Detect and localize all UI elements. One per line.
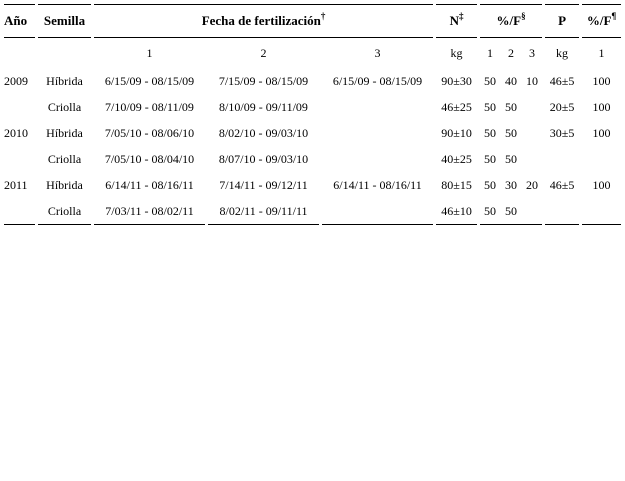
cell-p3: [522, 146, 542, 172]
cell-p2: 50: [505, 151, 518, 166]
header-p: P: [545, 4, 579, 38]
cell-f3: [322, 94, 433, 120]
footnote-mark-double-dagger: ‡: [458, 11, 464, 21]
subheader-s2: 2: [508, 45, 515, 60]
cell-f2: 8/07/10 - 09/03/10: [218, 151, 309, 166]
cell-anio: [4, 146, 35, 172]
subheader-p-unit: kg: [556, 45, 569, 60]
cell-semilla: Criolla: [38, 198, 91, 225]
cell-f3: [322, 198, 433, 225]
cell-f3: 6/15/09 - 08/15/09: [332, 73, 423, 88]
cell-f2: 8/02/10 - 09/03/10: [218, 125, 309, 140]
table-row: [4, 120, 621, 146]
cell-p1: 50: [480, 198, 500, 225]
header-pf: [480, 4, 542, 38]
cell-f1: 7/03/11 - 08/02/11: [94, 198, 205, 225]
header-semilla: Semilla: [38, 4, 91, 38]
cell-n: 90±10: [441, 125, 472, 140]
header-anio: Año: [4, 4, 35, 38]
cell-p2: 50: [505, 125, 518, 140]
header-n: [436, 4, 477, 38]
cell-n: 46±10: [436, 198, 477, 225]
cell-semilla: Criolla: [47, 99, 82, 114]
header-fecha-label: Fecha de fertilización: [201, 13, 321, 28]
cell-n: 90±30: [441, 73, 472, 88]
cell-f2: 7/14/11 - 09/12/11: [219, 177, 308, 192]
header-fecha: [94, 4, 433, 38]
cell-pp: 100: [592, 177, 611, 192]
cell-pp: 100: [592, 73, 611, 88]
cell-f3: 6/14/11 - 08/16/11: [333, 177, 422, 192]
footnote-mark-section: §: [521, 11, 526, 21]
cell-pp: 100: [592, 125, 611, 140]
footnote-mark-dagger: †: [320, 11, 326, 21]
subheader-f2: 2: [260, 45, 267, 60]
header-pf2-label: %/F: [586, 13, 612, 28]
cell-f1: 6/14/11 - 08/16/11: [105, 177, 194, 192]
cell-p3: [522, 198, 542, 225]
cell-pp: [582, 146, 621, 172]
cell-semilla: Criolla: [47, 151, 82, 166]
cell-f2: 8/10/09 - 09/11/09: [219, 99, 308, 114]
cell-p1: 50: [484, 73, 497, 88]
cell-anio: 2010: [4, 125, 28, 140]
cell-f1: 7/05/10 - 08/06/10: [104, 125, 195, 140]
cell-p: 46±5: [549, 73, 575, 88]
table-row: [4, 94, 621, 120]
cell-p3: 10: [526, 73, 539, 88]
cell-p1: 50: [484, 177, 497, 192]
subheader-f3: 3: [374, 45, 381, 60]
cell-p2: 50: [505, 99, 518, 114]
footnote-mark-pilcrow: ¶: [611, 11, 617, 21]
table-row: [4, 146, 621, 172]
table-row: [4, 68, 621, 94]
table-body: [4, 68, 621, 225]
header-pf-label: %/F: [496, 13, 522, 28]
table-row: [4, 172, 621, 198]
subheader-s1: 1: [487, 45, 494, 60]
table-row: [4, 198, 621, 225]
cell-p: 46±5: [549, 177, 575, 192]
cell-p2: 50: [500, 198, 522, 225]
cell-anio: [4, 94, 35, 120]
cell-p: [545, 146, 579, 172]
subheader-s4: 1: [598, 45, 605, 60]
cell-p3: [522, 120, 542, 146]
subheader-s3: 3: [529, 45, 536, 60]
cell-p3: [522, 94, 542, 120]
header-n-label: N: [449, 13, 459, 28]
cell-pp: [582, 198, 621, 225]
cell-p: [545, 198, 579, 225]
cell-semilla: Híbrida: [46, 125, 83, 140]
header-row: [4, 4, 621, 38]
cell-p: 30±5: [549, 125, 575, 140]
cell-anio: [4, 198, 35, 225]
cell-semilla: Híbrida: [46, 73, 83, 88]
cell-n: 80±15: [441, 177, 472, 192]
subheader-row: [4, 38, 621, 68]
cell-pp: 100: [592, 99, 611, 114]
cell-f2: 7/15/09 - 08/15/09: [218, 73, 309, 88]
cell-n: 40±25: [441, 151, 472, 166]
cell-p1: 50: [484, 125, 497, 140]
header-pf2: [582, 4, 621, 38]
subheader-n-unit: kg: [450, 45, 463, 60]
cell-p1: 50: [484, 151, 497, 166]
cell-f1: 6/15/09 - 08/15/09: [104, 73, 195, 88]
fertilization-table: [4, 4, 621, 225]
cell-semilla: Híbrida: [46, 177, 83, 192]
cell-p1: 50: [484, 99, 497, 114]
subheader-f1: 1: [146, 45, 153, 60]
cell-f3: [322, 120, 433, 146]
cell-f1: 7/10/09 - 08/11/09: [105, 99, 194, 114]
cell-anio: 2011: [4, 177, 28, 192]
cell-p2: 40: [505, 73, 518, 88]
cell-p: 20±5: [549, 99, 575, 114]
cell-anio: 2009: [4, 73, 28, 88]
cell-n: 46±25: [441, 99, 472, 114]
cell-p3: 20: [526, 177, 539, 192]
table-header: [4, 4, 621, 68]
cell-f2: 8/02/11 - 09/11/11: [208, 198, 319, 225]
cell-p2: 30: [505, 177, 518, 192]
cell-f3: [322, 146, 433, 172]
cell-f1: 7/05/10 - 08/04/10: [104, 151, 195, 166]
